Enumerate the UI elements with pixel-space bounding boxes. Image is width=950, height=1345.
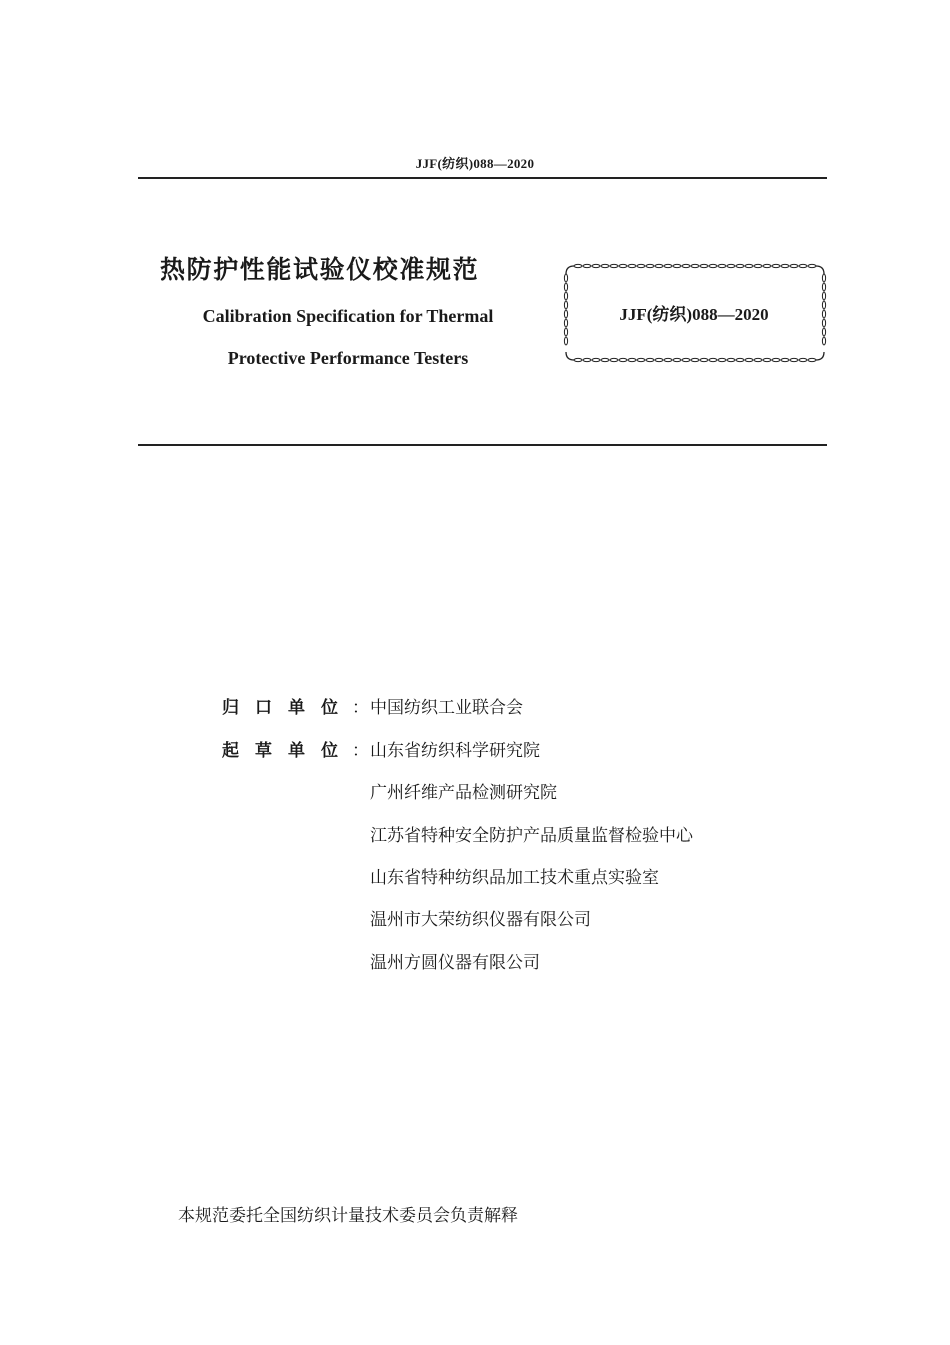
bottom-divider	[138, 444, 827, 446]
chain-link	[664, 264, 672, 267]
chain-link	[574, 264, 582, 267]
drafting-unit-label: 起草单位	[222, 741, 354, 761]
frame-corner-bl	[566, 352, 574, 360]
title-english-line-1: Calibration Specification for Thermal	[202, 306, 494, 326]
chain-link	[718, 358, 726, 361]
chain-link	[790, 264, 798, 267]
chain-link	[682, 264, 690, 267]
chain-link	[700, 358, 708, 361]
chain-link	[781, 264, 789, 267]
chain-link	[691, 264, 699, 267]
responsible-unit-value: 中国纺织工业联合会	[370, 698, 523, 718]
chain-link	[583, 264, 591, 267]
chain-link	[601, 264, 609, 267]
chain-link	[772, 264, 780, 267]
frame-corner-tr	[816, 266, 824, 274]
chain-link	[564, 328, 567, 336]
chain-link	[646, 264, 654, 267]
chain-link	[619, 358, 627, 361]
chain-link	[822, 310, 825, 318]
interpretation-note: 本规范委托全国纺织计量技术委员会负责解释	[178, 1206, 518, 1226]
chain-link	[799, 358, 807, 361]
chain-link	[822, 301, 825, 309]
chain-link	[754, 358, 762, 361]
chain-link	[790, 358, 798, 361]
chain-link	[619, 264, 627, 267]
drafting-unit-colon: ：	[352, 741, 369, 761]
chain-link	[772, 358, 780, 361]
drafting-unit-item: 广州纤维产品检测研究院	[370, 783, 557, 803]
chain-link	[799, 264, 807, 267]
chain-link	[574, 358, 582, 361]
chain-link	[822, 328, 825, 336]
chain-link	[637, 358, 645, 361]
chain-link	[745, 358, 753, 361]
chain-link	[727, 264, 735, 267]
chain-link	[709, 358, 717, 361]
chain-link	[736, 264, 744, 267]
chain-link	[709, 264, 717, 267]
chain-link	[808, 358, 816, 361]
chain-link	[655, 264, 663, 267]
chain-link	[655, 358, 663, 361]
chain-link	[718, 264, 726, 267]
chain-link	[822, 274, 825, 282]
chain-link	[822, 337, 825, 345]
responsible-unit-label: 归口单位	[222, 698, 354, 718]
responsible-unit-colon: ：	[352, 698, 369, 718]
chain-link	[763, 358, 771, 361]
chain-link	[564, 337, 567, 345]
chain-link	[610, 264, 618, 267]
chain-link	[673, 358, 681, 361]
chain-link	[727, 358, 735, 361]
chain-link	[745, 264, 753, 267]
header-standard-code: JJF(纺织)088—2020	[415, 156, 535, 171]
chain-link	[564, 274, 567, 282]
chain-link	[822, 283, 825, 291]
drafting-unit-item: 山东省特种纺织品加工技术重点实验室	[370, 868, 659, 888]
chain-link	[673, 264, 681, 267]
chain-link	[592, 264, 600, 267]
frame-corner-br	[816, 352, 824, 360]
chain-link	[637, 264, 645, 267]
title-chinese: 热防护性能试验仪校准规范	[160, 255, 480, 284]
chain-link	[763, 264, 771, 267]
frame-corner-tl	[566, 266, 574, 274]
chain-link	[691, 358, 699, 361]
chain-link	[610, 358, 618, 361]
chain-link	[754, 264, 762, 267]
chain-link	[646, 358, 654, 361]
chain-link	[628, 264, 636, 267]
chain-link	[592, 358, 600, 361]
framed-standard-code: JJF(纺织)088—2020	[619, 305, 769, 324]
chain-link	[601, 358, 609, 361]
drafting-unit-item: 山东省纺织科学研究院	[370, 741, 540, 761]
chain-link	[781, 358, 789, 361]
chain-link	[822, 319, 825, 327]
drafting-unit-item: 温州市大荣纺织仪器有限公司	[370, 910, 591, 930]
chain-link	[822, 292, 825, 300]
chain-link	[564, 292, 567, 300]
chain-link	[682, 358, 690, 361]
chain-link	[564, 283, 567, 291]
chain-link	[808, 264, 816, 267]
top-divider	[138, 177, 827, 179]
chain-link	[736, 358, 744, 361]
title-english-line-2: Protective Performance Testers	[227, 348, 469, 368]
drafting-unit-item: 江苏省特种安全防护产品质量监督检验中心	[370, 826, 693, 846]
chain-link	[583, 358, 591, 361]
chain-link	[628, 358, 636, 361]
chain-link	[700, 264, 708, 267]
drafting-unit-item: 温州方圆仪器有限公司	[370, 953, 540, 973]
chain-link	[664, 358, 672, 361]
